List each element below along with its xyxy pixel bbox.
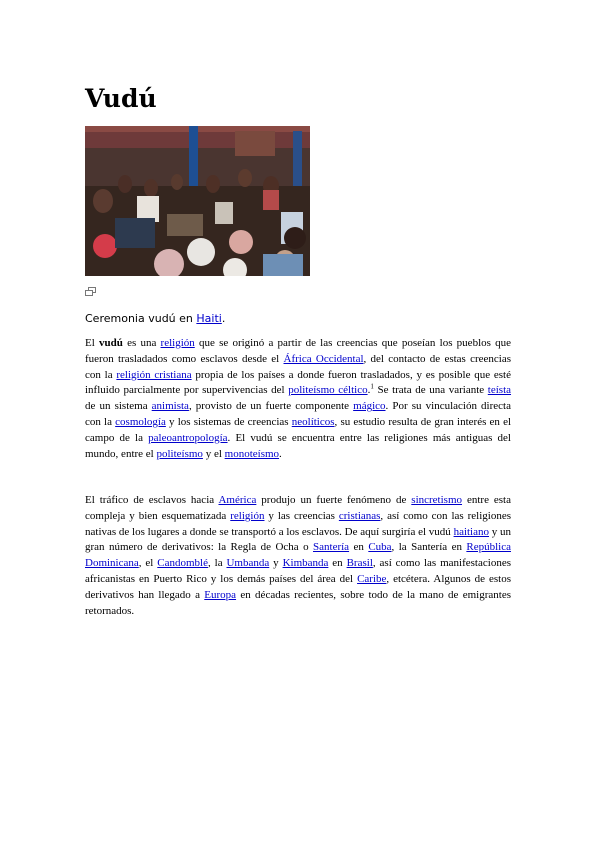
text-run: es una <box>122 337 161 349</box>
link-caribe[interactable]: Caribe <box>357 572 387 585</box>
text-run: propia de los países a donde fueron trasladados, y es posible que esté influido parcialmente por supervivencias del <box>85 368 511 397</box>
link-cosmologia[interactable]: cosmología <box>115 415 166 428</box>
text-run: y un gran número de derivativos: la Regla de Ocha o <box>85 525 512 554</box>
text-run: en <box>328 557 347 570</box>
text-run: , la Santería en <box>391 541 467 554</box>
text-run: , del contacto de estas creencias con la <box>85 352 512 381</box>
link-religion[interactable]: religión <box>160 337 195 349</box>
caption-end: . <box>221 312 226 325</box>
link-politeismo-celtico[interactable]: politeísmo céltico <box>288 384 368 397</box>
magnify-enlarge-icon[interactable] <box>85 287 97 297</box>
text-run: en <box>349 541 369 554</box>
link-europa[interactable]: Europa <box>204 588 237 601</box>
link-cuba[interactable]: Cuba <box>368 541 392 554</box>
text-run: que se originó a partir de las creencias que poseían los pueblos que fueron trasladados como esclavos desde el <box>85 337 511 365</box>
ceremony-photo[interactable] <box>85 126 310 276</box>
link-magico[interactable]: mágico <box>353 400 386 413</box>
link-animista[interactable]: animista <box>151 400 189 413</box>
text-run: . Por su vinculación directa con la <box>85 400 511 428</box>
text-run: y las creencias <box>264 509 339 522</box>
link-paleoantropologia[interactable]: paleoantropología <box>148 431 228 444</box>
paragraph-intro <box>85 336 511 462</box>
text-run: El <box>85 337 99 349</box>
text-run: . <box>279 447 282 460</box>
link-teista[interactable]: teísta <box>487 384 512 397</box>
text-run: y <box>269 557 283 570</box>
text-run: entre esta compleja y bien esquematizada <box>85 494 512 522</box>
link-umbanda[interactable]: Umbanda <box>226 557 270 570</box>
link-africa-occidental[interactable]: África Occidental <box>283 352 364 365</box>
link-candomble[interactable]: Candomblé <box>157 557 208 570</box>
bold-term: vudú <box>99 337 123 349</box>
text-run: . <box>367 384 371 397</box>
text-run: en décadas recientes, sobre todo de la mano de emigrantes retornados. <box>85 588 511 617</box>
text-run: y el <box>202 447 225 460</box>
text-run: El tráfico de esclavos hacia <box>85 494 219 506</box>
text-run: . El vudú se encuentra entre las religiones más antiguas del mundo, entre el <box>85 431 511 460</box>
caption-link-haiti[interactable]: Haiti <box>196 312 222 325</box>
text-run: , así como con las religiones nativas de los lugares a donde se transportó a los esclavos. De aquí surgiría el vudú <box>85 509 512 538</box>
text-run: produjo un fuerte fenómeno de <box>256 494 412 506</box>
text-run: , así como las manifestaciones africanistas en Puerto Rico y los demás países del área del <box>85 557 511 585</box>
link-sincretismo[interactable]: sincretismo <box>411 494 463 506</box>
link-religion-cristiana[interactable]: religión cristiana <box>116 368 192 381</box>
text-run: Se trata de una variante <box>373 384 488 397</box>
text-run: , provisto de un fuerte componente <box>188 400 354 413</box>
link-america[interactable]: América <box>218 494 257 506</box>
caption-text: Ceremonia vudú en <box>85 312 197 325</box>
page-title: Vudú <box>85 84 157 113</box>
text-run: , el <box>138 557 158 570</box>
text-run: , etcétera. Algunos de estos derivativos han llegado a <box>85 572 511 601</box>
text-run: y los sistemas de creencias <box>165 415 292 428</box>
footnote-ref[interactable]: 1 <box>370 382 374 391</box>
link-politeismo[interactable]: politeísmo <box>156 447 203 460</box>
link-santeria[interactable]: Santería <box>313 541 350 554</box>
link-cristianas[interactable]: cristianas <box>338 509 381 522</box>
text-run: , su estudio resulta de gran interés en el campo de la <box>85 415 512 444</box>
link-republica-dominicana[interactable]: República Dominicana <box>85 541 511 570</box>
text-run: de un sistema <box>85 400 152 413</box>
link-kimbanda[interactable]: Kimbanda <box>282 557 329 570</box>
link-brasil[interactable]: Brasil <box>346 557 373 570</box>
link-neoliticos[interactable]: neolíticos <box>291 415 335 428</box>
link-monoteismo[interactable]: monoteísmo <box>224 447 280 460</box>
paragraph-syncretism <box>85 493 511 619</box>
ceremony-photo-image <box>85 126 310 276</box>
image-caption <box>85 311 225 327</box>
link-religion[interactable]: religión <box>230 509 265 522</box>
text-run: , la <box>207 557 227 570</box>
link-haitiano[interactable]: haitiano <box>453 525 489 538</box>
